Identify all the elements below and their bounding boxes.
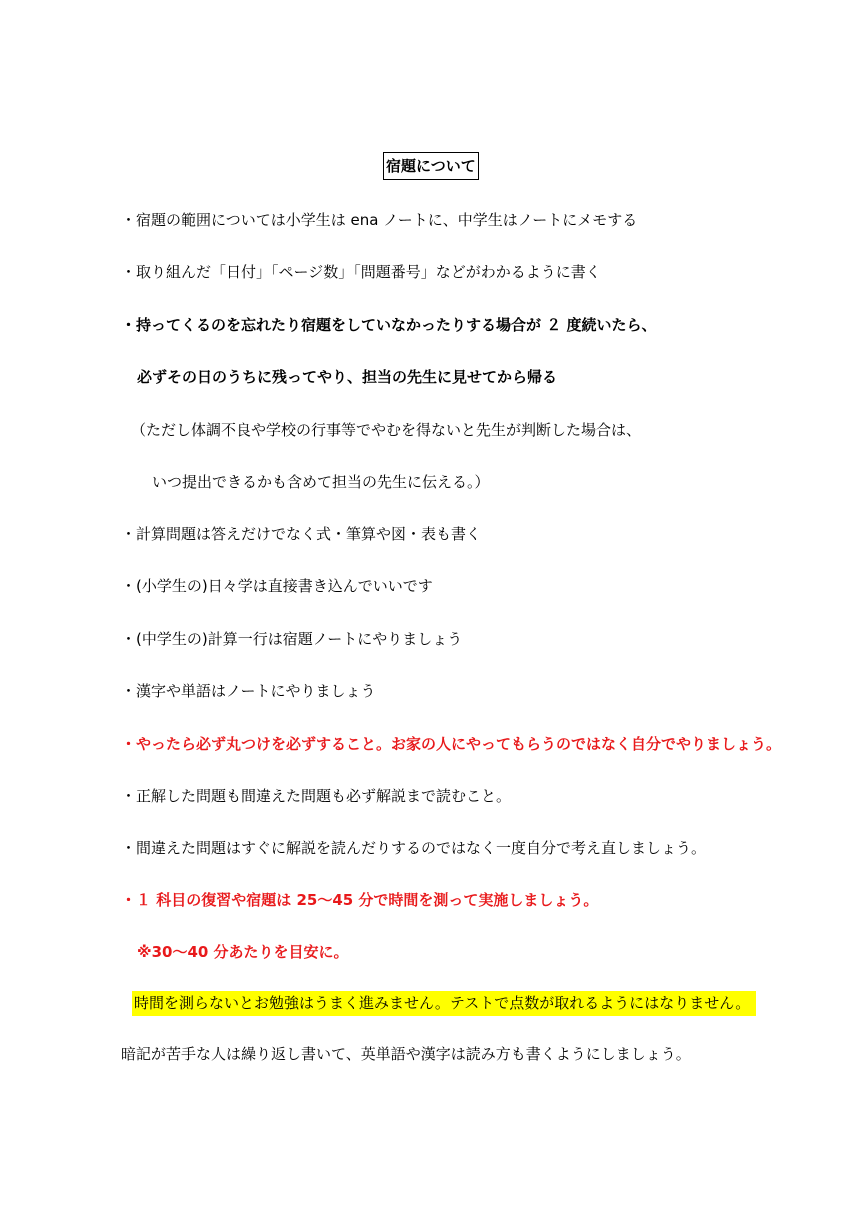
rule-memorization-tip: 暗記が苦手な人は繰り返し書いて、英単語や漢字は読み方も書くようにしましょう。 [121, 1045, 691, 1063]
highlighted-time-warning-text: 時間を測らないとお勉強はうまく進みません。テストで点数が取れるようにはなりません。 [132, 991, 756, 1016]
rule-forgotten-homework-continued: 必ずその日のうちに残ってやり、担当の先生に見せてから帰る [137, 368, 558, 386]
rule-notebook-scope: ・宿題の範囲については小学生は ena ノートに、中学生はノートにメモする [121, 211, 638, 229]
page-title: 宿題について [383, 152, 479, 180]
rule-exception-note: （ただし体調不良や学校の行事等でやむを得ないと先生が判断した場合は、 [131, 421, 642, 439]
rule-elementary-workbook: ・(小学生の)日々学は直接書き込んでいいです [121, 577, 433, 595]
rule-time-limit: ・１ 科目の復習や宿題は 25～45 分で時間を測って実施しましょう。 [121, 891, 599, 909]
rule-record-details: ・取り組んだ「日付」「ページ数」「問題番号」などがわかるように書く [121, 263, 601, 281]
highlighted-time-warning [132, 991, 756, 1015]
rule-time-target: ※30～40 分あたりを目安に。 [137, 943, 349, 961]
rule-self-grading: ・やったら必ず丸つけを必ずすること。お家の人にやってもらうのではなく自分でやりましょう。 [121, 735, 782, 753]
rule-forgotten-homework: ・持ってくるのを忘れたり宿題をしていなかったりする場合が ２ 度続いたら、 [121, 316, 657, 334]
rule-read-explanations: ・正解した問題も間違えた問題も必ず解説まで読むこと。 [121, 787, 512, 805]
rule-exception-note-continued: いつ提出できるかも含めて担当の先生に伝える。） [152, 473, 490, 491]
rule-kanji-vocabulary: ・漢字や単語はノートにやりましょう [121, 682, 376, 700]
rule-junior-high-calculation: ・(中学生の)計算一行は宿題ノートにやりましょう [121, 630, 463, 648]
rule-show-work: ・計算問題は答えだけでなく式・筆算や図・表も書く [121, 525, 482, 543]
rule-rethink-mistakes: ・間違えた問題はすぐに解説を読んだりするのではなく一度自分で考え直しましょう。 [121, 839, 707, 857]
